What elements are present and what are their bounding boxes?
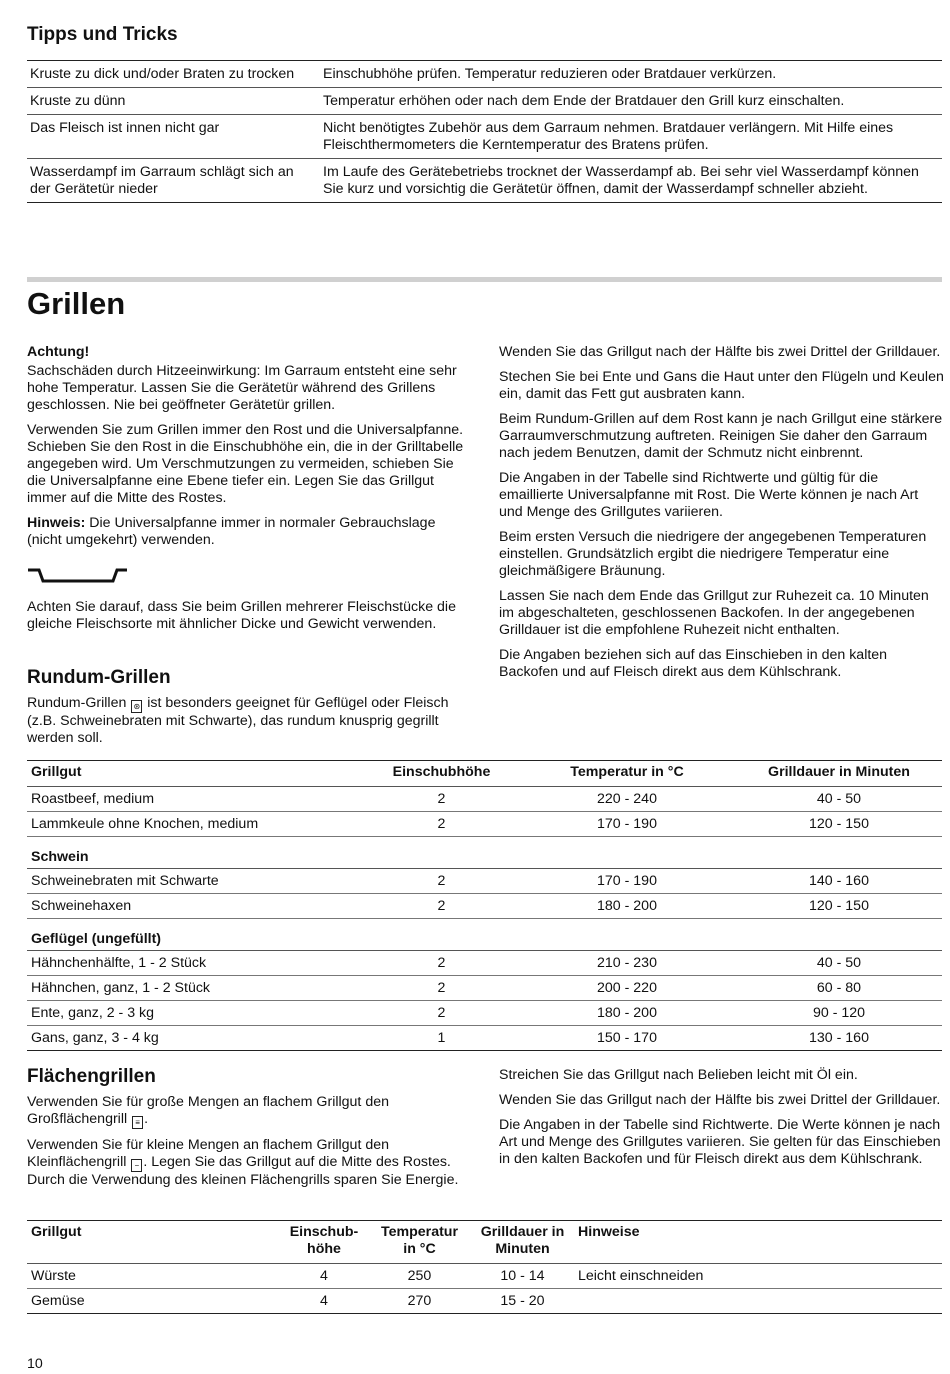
table-cell: [574, 1289, 942, 1314]
table-row: [27, 787, 942, 812]
table-header: Grillgut: [27, 761, 365, 787]
flaechen-p2-before: Verwenden Sie für kleine Mengen an flachem Grillgut den Kleinflächengrill: [27, 1137, 389, 1170]
paragraph: Die Angaben beziehen sich auf das Einschieben in den kalten Backofen und auf Fleisch direkt aus dem Kühlschrank.: [499, 647, 888, 680]
table-cell: 1: [437, 1030, 446, 1046]
table-header: Hinweise: [574, 1221, 942, 1264]
table-cell: 250: [368, 1264, 471, 1289]
table-cell: 2: [365, 787, 518, 812]
table-header: Temperatur in °C: [368, 1221, 471, 1264]
table-header: Grilldauer in Minuten: [471, 1221, 574, 1264]
table-cell: 15 - 20: [500, 1293, 545, 1309]
table-cell: 270: [407, 1293, 432, 1309]
table-cell: 170 - 190: [518, 812, 736, 837]
section-title: Grillen: [27, 286, 126, 321]
table-cell: Ente, ganz, 2 - 3 kg: [27, 1001, 365, 1026]
universal-pan-icon: [27, 566, 129, 586]
table-row: [27, 951, 942, 976]
table-cell: 2: [365, 812, 518, 837]
table-cell: 40 - 50: [736, 951, 942, 976]
tip-remedy: Im Laufe des Gerätebetriebs trocknet der Wasserdampf ab. Bei sehr viel Wasserdampf können Sie kurz und vorsichtig die Gerätetür öffnen, damit der Wasserdampf schneller abzieht.: [320, 159, 942, 203]
table-cell: 2: [365, 976, 518, 1001]
paragraph-rost: Verwenden Sie zum Grillen immer den Rost und die Universalpfanne. Schieben Sie den Rost in die Einschubhöhe ein, die in der Grilltabelle angegeben wird. Um Verschmutzungen zu vermeiden, schieben Sie die Universalpfanne eine Ebene tiefer ein. Legen Sie das Grillgut immer auf die Mitte des Rostes.: [27, 422, 464, 506]
table-row: [27, 1001, 942, 1026]
paragraph: Beim ersten Versuch die niedrigere der angegebenen Temperaturen einstellen. Grundsätzlich ergibt die niedrigere Temperatur eine gleichmäßigere Bräunung.: [499, 529, 927, 579]
paragraph: Stechen Sie bei Ente und Gans die Haut unter den Flügeln und Keulen ein, damit das Fett gut ausbraten kann.: [499, 369, 944, 402]
table-cell: 90 - 120: [736, 1001, 942, 1026]
table-cell: 120 - 150: [736, 894, 942, 919]
table-cell: 130 - 160: [809, 1030, 869, 1046]
half-surface-grill-icon: −: [131, 1159, 142, 1172]
tip-problem: Wasserdampf im Garraum schlägt sich an der Gerätetür nieder: [27, 159, 320, 203]
table-row: [27, 869, 942, 894]
paragraph-achten: Achten Sie darauf, dass Sie beim Grillen mehrerer Fleischstücke die gleiche Fleischsorte mit ähnlicher Dicke und Gewicht verwenden.: [27, 599, 456, 632]
table-cell: 150 - 170: [597, 1030, 657, 1046]
table-header: Grillgut: [27, 1221, 280, 1264]
hinweis-label: Hinweis:: [27, 515, 86, 531]
table-group-row: [27, 837, 942, 869]
table-cell: 2: [365, 894, 518, 919]
table-row: [27, 159, 942, 203]
flaechen-title: Flächengrillen: [27, 1066, 156, 1087]
paragraph: Lassen Sie nach dem Ende das Grillgut zur Ruhezeit ca. 10 Minuten im abgeschalteten, geschlossenen Backofen. In der angegebenen Grilldauer ist die empfohlene Ruhezeit nicht enthalten.: [499, 588, 929, 638]
table-row: [27, 88, 942, 115]
table-cell: 2: [365, 869, 518, 894]
table-row: [27, 894, 942, 919]
table-cell: Gans, ganz, 3 - 4 kg: [31, 1030, 159, 1046]
tips-table: [27, 60, 942, 203]
rotisserie-grill-icon: ⊛: [131, 700, 142, 713]
table-cell: 210 - 230: [518, 951, 736, 976]
rundum-intro: [27, 695, 467, 755]
table-cell: 4: [280, 1264, 368, 1289]
tip-problem: Das Fleisch ist innen nicht gar: [27, 115, 320, 159]
table-cell: Hähnchen, ganz, 1 - 2 Stück: [27, 976, 365, 1001]
table-cell: 4: [320, 1293, 328, 1309]
table-header: Grilldauer in Minuten: [736, 761, 942, 787]
tip-problem: Kruste zu dick und/oder Braten zu trocken: [30, 66, 295, 82]
tip-remedy: Nicht benötigtes Zubehör aus dem Garraum nehmen. Bratdauer verlängern. Mit Hilfe eines Fleischthermometers die Kerntemperatur des Bratens prüfen.: [320, 115, 942, 159]
table-cell: 180 - 200: [518, 894, 736, 919]
table-cell: 2: [365, 1001, 518, 1026]
table-cell: 10 - 14: [471, 1264, 574, 1289]
table-cell: Lammkeule ohne Knochen, medium: [27, 812, 365, 837]
tip-remedy: Temperatur erhöhen oder nach dem Ende der Bratdauer den Grill kurz einschalten.: [320, 88, 942, 115]
table-row: [27, 976, 942, 1001]
table-header: Einschubhöhe: [365, 761, 518, 787]
achtung-text: Sachschäden durch Hitzeeinwirkung: Im Garraum entsteht eine sehr hohe Temperatur. Lassen Sie die Gerätetür während des Grillens geschlossen. Nie bei geöffneter Gerätetür grillen.: [27, 363, 457, 413]
tips-title: Tipps und Tricks: [27, 24, 178, 45]
flaechen-grill-table: [27, 1220, 942, 1314]
paragraph: Die Angaben in der Tabelle sind Richtwerte. Die Werte können je nach Art und Menge des Grillgutes variieren. Sie gelten für das Einschieben in den kalten Backofen und für Fleisch direkt aus dem Kühlschrank.: [499, 1117, 941, 1167]
table-cell: Leicht einschneiden: [574, 1264, 942, 1289]
table-cell: 2: [365, 951, 518, 976]
page-number: 10: [27, 1356, 43, 1372]
table-cell: 120 - 150: [736, 812, 942, 837]
grillen-right-column: [499, 344, 944, 689]
table-row: [27, 812, 942, 837]
paragraph: Streichen Sie das Grillgut nach Belieben leicht mit Öl ein.: [499, 1067, 858, 1083]
flaechen-p2-after: . Legen Sie das Grillgut auf die Mitte des Rostes. Durch die Verwendung des kleinen Flächengrills sparen Sie Energie.: [27, 1154, 459, 1188]
table-cell: Schweinehaxen: [27, 894, 365, 919]
flaechen-p1-before: Verwenden Sie für große Mengen an flachem Grillgut den Großflächengrill: [27, 1094, 389, 1127]
rundum-grill-table: [27, 760, 942, 1051]
table-row: [27, 61, 942, 88]
table-cell: 170 - 190: [518, 869, 736, 894]
table-cell: 220 - 240: [518, 787, 736, 812]
table-cell: 40 - 50: [736, 787, 942, 812]
table-cell: 140 - 160: [736, 869, 942, 894]
table-cell: Gemüse: [31, 1293, 85, 1309]
flaechen-right-column: [499, 1067, 944, 1176]
table-header: Temperatur in °C: [518, 761, 736, 787]
rundum-text-after: ist besonders geeignet für Geflügel oder Fleisch (z.B. Schweinebraten mit Schwarte), das rundum knusprig gegrillt werden soll.: [27, 695, 449, 746]
paragraph: Die Angaben in der Tabelle sind Richtwerte und gültig für die emaillierte Universalpfanne mit Rost. Die Werte können je nach Art und Menge des Grillgutes variieren.: [499, 470, 919, 520]
hinweis-text: Die Universalpfanne immer in normaler Gebrauchslage (nicht umgekehrt) verwenden.: [27, 515, 436, 548]
tip-problem: Kruste zu dünn: [27, 88, 320, 115]
table-row: [27, 1264, 942, 1289]
table-cell: 180 - 200: [518, 1001, 736, 1026]
table-row: [27, 115, 942, 159]
table-cell: Hähnchenhälfte, 1 - 2 Stück: [27, 951, 365, 976]
group-label: Schwein: [27, 837, 942, 869]
rundum-text-before: Rundum-Grillen: [27, 695, 131, 711]
paragraph: Beim Rundum-Grillen auf dem Rost kann je nach Grillgut eine stärkere Garraumverschmutzung auftreten. Reinigen Sie daher den Garraum nach jedem Benutzen, damit der Schmutz nicht einbrennt.: [499, 411, 943, 461]
paragraph: Wenden Sie das Grillgut nach der Hälfte bis zwei Drittel der Grilldauer.: [499, 344, 941, 360]
grillen-left-column: [27, 344, 467, 557]
full-surface-grill-icon: ≡: [132, 1116, 143, 1129]
rundum-title: Rundum-Grillen: [27, 667, 171, 688]
table-header: Einschub- höhe: [280, 1221, 368, 1264]
table-cell: 60 - 80: [736, 976, 942, 1001]
grillen-left-column-2: [27, 599, 467, 641]
table-cell: Schweinebraten mit Schwarte: [27, 869, 365, 894]
hinweis: [27, 515, 467, 549]
achtung-label: Achtung!: [27, 344, 90, 360]
table-row: [27, 1026, 942, 1051]
flaechen-left-column: [27, 1094, 467, 1197]
table-group-row: [27, 919, 942, 951]
flaechen-p1-after: .: [144, 1111, 149, 1127]
table-row: [27, 1289, 942, 1314]
section-divider: [27, 277, 942, 282]
group-label: Geflügel (ungefüllt): [27, 919, 942, 951]
table-cell: 200 - 220: [518, 976, 736, 1001]
table-cell: Roastbeef, medium: [27, 787, 365, 812]
tip-remedy: Einschubhöhe prüfen. Temperatur reduzieren oder Bratdauer verkürzen.: [323, 66, 777, 82]
table-cell: Würste: [27, 1264, 280, 1289]
paragraph: Wenden Sie das Grillgut nach der Hälfte bis zwei Drittel der Grilldauer.: [499, 1092, 941, 1108]
